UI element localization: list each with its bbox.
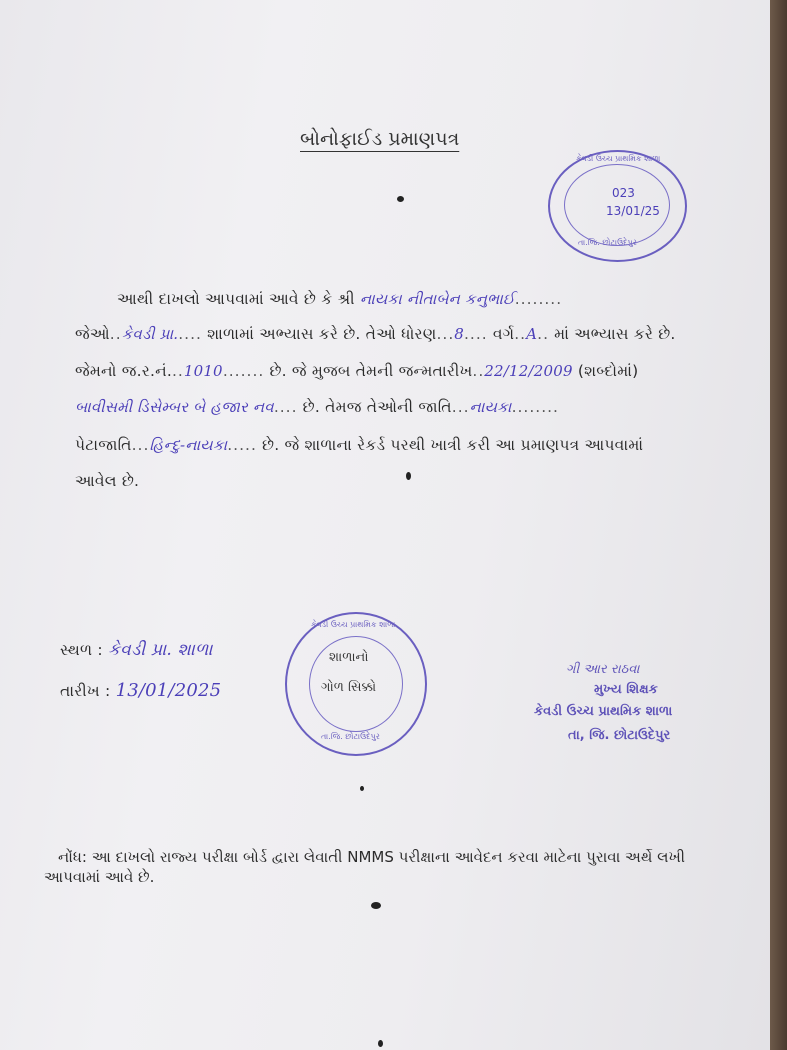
- birth-date-words: બાવીસમી ડિસેમ્બર બે હજાર નવ: [75, 398, 274, 416]
- stamp-top-date: 13/01/25: [606, 204, 660, 218]
- school-name: કેવડી પ્રા.: [121, 325, 179, 343]
- body-line-5: પેટાજાતિ...હિન્દુ-નાયકા..... છે. જે શાળાના રેકર્ડ પરથી ખાત્રી કરી આ પ્રમાણપત્ર આપવામાં: [75, 436, 644, 454]
- place-row: સ્થળ : કેવડી પ્રા. શાળા: [60, 640, 213, 660]
- note-line-1: નોંધ: આ દાખલો રાજ્ય પરીક્ષા બોર્ડ દ્વારા લેવાતી NMMS પરીક્ષાના આવેદન કરવા માટેના પુરાવા અર્થે લખી: [58, 848, 686, 866]
- stamp-top-number: 023: [612, 186, 635, 200]
- stamp-mid-arc: કેવડી ઉચ્ચ પ્રાથમિક શાળા: [311, 620, 396, 629]
- body-line-3: જેમનો જ.ર.નં...1010....... છે. જે મુજબ તેમની જન્મતારીખ..22/12/2009 (શબ્દોમાં): [75, 362, 639, 380]
- body-line-1: આથી દાખલો આપવામાં આવે છે કે શ્રી નાયકા નીતાબેન કનુભાઈ........: [117, 290, 563, 308]
- ink-speck: [378, 1040, 383, 1047]
- signature-school: કેવડી ઉચ્ચ પ્રાથમિક શાળા: [534, 704, 673, 719]
- gr-number: 1010: [183, 362, 223, 380]
- stamp-mid-bottom: તા.જિ. છોટાઉદેપુર: [321, 732, 380, 741]
- body-line-6: આવેલ છે.: [75, 472, 140, 490]
- place-value: કેવડી પ્રા. શાળા: [107, 640, 213, 660]
- division-value: A: [526, 325, 538, 343]
- signature-title: મુખ્ય શિક્ષક: [594, 682, 658, 697]
- ink-speck: [406, 472, 411, 480]
- signature-hand: ગી આર રાઠવા: [566, 662, 640, 677]
- document-title: બોનોફાઈડ પ્રમાણપત્ર: [300, 128, 460, 150]
- subcaste-value: હિન્દુ-નાયકા: [149, 436, 228, 454]
- stamp-top-arc: કેવડી ઉચ્ચ પ્રાથમિક શાળા: [576, 154, 661, 163]
- date-row: તારીખ : 13/01/2025: [60, 680, 222, 701]
- school-stamp-top: [548, 150, 687, 262]
- stamp-mid-center1: શાળાનો: [329, 650, 369, 665]
- birth-date: 22/12/2009: [484, 362, 573, 380]
- school-round-stamp: [285, 612, 427, 756]
- ink-speck: [371, 902, 381, 909]
- stamp-mid-center2: ગોળ સિક્કો: [321, 680, 377, 695]
- note-line-2: આપવામાં આવે છે.: [44, 868, 155, 886]
- date-value: 13/01/2025: [115, 680, 222, 701]
- standard-value: 8: [454, 325, 464, 343]
- stamp-top-bottom: તા.જિ. છોટાઉદેપુર: [578, 238, 637, 247]
- caste-value: નાયકા: [469, 398, 512, 416]
- background-edge: [770, 0, 787, 1050]
- body-line-4: બાવીસમી ડિસેમ્બર બે હજાર નવ.... છે. તેમજ તેઓની જાતિ...નાયકા........: [75, 398, 559, 416]
- signature-place: તા, જિ. છોટાઉદેપુર: [568, 728, 671, 743]
- student-name: નાયકા નીતાબેન કનુભાઈ: [359, 290, 515, 308]
- body-line-2: જેઓ..કેવડી પ્રા..... શાળામાં અભ્યાસ કરે છે. તેઓ ધોરણ...8.... વર્ગ..A.. માં અભ્યાસ કરે છે.: [75, 325, 676, 343]
- ink-speck: [360, 786, 364, 791]
- ink-speck: [397, 196, 404, 202]
